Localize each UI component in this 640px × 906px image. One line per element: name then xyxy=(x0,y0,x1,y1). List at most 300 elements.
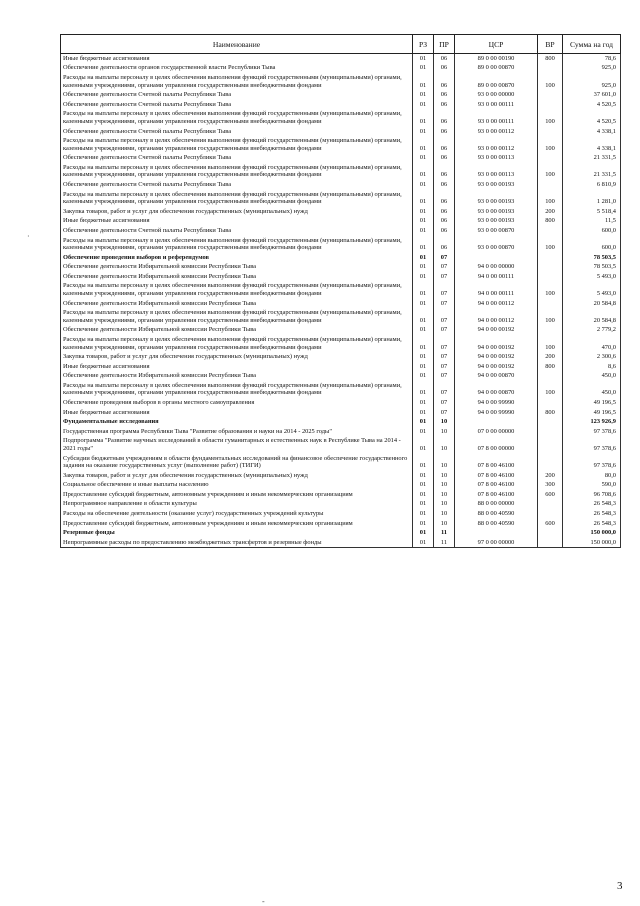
row-pr-cell: 07 xyxy=(434,408,455,418)
row-pr-cell: 07 xyxy=(434,282,455,299)
row-rz-cell: 01 xyxy=(413,163,434,180)
table-row xyxy=(61,381,621,398)
row-csr-cell: 94 0 00 00000 xyxy=(455,262,538,272)
row-name-cell: Обеспечение деятельности Счетной палаты Республики Тыва xyxy=(61,90,413,100)
row-pr-cell: 07 xyxy=(434,308,455,325)
row-sum-cell: 450,0 xyxy=(563,381,621,398)
table-row xyxy=(61,109,621,126)
row-csr-cell: 93 0 00 00870 xyxy=(455,236,538,253)
row-rz-cell: 01 xyxy=(413,299,434,309)
row-csr-cell: 94 0 00 00112 xyxy=(455,308,538,325)
row-pr-cell: 07 xyxy=(434,253,455,263)
budget-table xyxy=(60,34,621,548)
row-vr-cell: 100 xyxy=(538,282,563,299)
row-csr-cell: 97 0 00 00000 xyxy=(455,538,538,548)
row-vr-cell: 100 xyxy=(538,190,563,207)
row-sum-cell: 80,0 xyxy=(563,471,621,481)
table-row xyxy=(61,136,621,153)
row-sum-cell: 5 518,4 xyxy=(563,207,621,217)
row-vr-cell: 100 xyxy=(538,73,563,90)
row-vr-cell xyxy=(538,226,563,236)
row-vr-cell: 100 xyxy=(538,308,563,325)
row-pr-cell: 06 xyxy=(434,109,455,126)
row-rz-cell: 01 xyxy=(413,381,434,398)
row-vr-cell: 800 xyxy=(538,216,563,226)
row-rz-cell: 01 xyxy=(413,471,434,481)
row-csr-cell: 93 0 00 00193 xyxy=(455,180,538,190)
table-row xyxy=(61,282,621,299)
row-name-cell: Обеспечение деятельности Счетной палаты Республики Тыва xyxy=(61,180,413,190)
table-row xyxy=(61,216,621,226)
row-csr-cell: 94 0 00 99990 xyxy=(455,398,538,408)
row-pr-cell: 10 xyxy=(434,519,455,529)
row-vr-cell: 300 xyxy=(538,480,563,490)
table-row xyxy=(61,73,621,90)
row-rz-cell: 01 xyxy=(413,408,434,418)
row-pr-cell: 10 xyxy=(434,490,455,500)
scan-speck: · xyxy=(27,232,30,241)
row-vr-cell: 800 xyxy=(538,408,563,418)
row-csr-cell xyxy=(455,528,538,538)
table-row xyxy=(61,371,621,381)
row-rz-cell: 01 xyxy=(413,272,434,282)
scan-speck: - xyxy=(262,897,265,906)
row-pr-cell: 06 xyxy=(434,216,455,226)
row-name-cell: Обеспечение деятельности Счетной палаты Республики Тыва xyxy=(61,100,413,110)
page-number: 3 xyxy=(617,880,623,892)
table-row xyxy=(61,500,621,510)
row-vr-cell xyxy=(538,262,563,272)
row-name-cell: Расходы на выплаты персоналу в целях обеспечения выполнения функций государственными (муниципальными) органами, казенными учреждениями, органами управления государственными внебюджетными фондами xyxy=(61,282,413,299)
row-pr-cell: 10 xyxy=(434,417,455,427)
row-vr-cell xyxy=(538,253,563,263)
row-pr-cell: 07 xyxy=(434,371,455,381)
row-sum-cell: 5 493,0 xyxy=(563,282,621,299)
row-rz-cell: 01 xyxy=(413,362,434,372)
row-vr-cell: 100 xyxy=(538,381,563,398)
row-rz-cell: 01 xyxy=(413,427,434,437)
table-row xyxy=(61,335,621,352)
row-rz-cell: 01 xyxy=(413,480,434,490)
row-pr-cell: 06 xyxy=(434,190,455,207)
row-rz-cell: 01 xyxy=(413,371,434,381)
row-name-cell: Предоставление субсидий бюджетным, автономным учреждениям и иным некоммерческим организациям xyxy=(61,519,413,529)
table-row xyxy=(61,64,621,74)
row-name-cell: Расходы на выплаты персоналу в целях обеспечения выполнения функций государственными (муниципальными) органами, казенными учреждениями, органами управления государственными внебюджетными фондами xyxy=(61,190,413,207)
row-name-cell: Обеспечение деятельности Счетной палаты Республики Тыва xyxy=(61,153,413,163)
row-vr-cell: 100 xyxy=(538,109,563,126)
row-name-cell: Расходы на обеспечение деятельности (оказание услуг) государственных учреждений культуры xyxy=(61,509,413,519)
row-csr-cell xyxy=(455,253,538,263)
table-row xyxy=(61,308,621,325)
row-sum-cell: 4 520,5 xyxy=(563,109,621,126)
row-csr-cell: 93 0 00 00111 xyxy=(455,109,538,126)
row-pr-cell: 10 xyxy=(434,454,455,471)
row-rz-cell: 01 xyxy=(413,207,434,217)
table-row xyxy=(61,190,621,207)
row-pr-cell: 06 xyxy=(434,136,455,153)
table-row xyxy=(61,226,621,236)
row-vr-cell: 800 xyxy=(538,54,563,64)
row-name-cell: Расходы на выплаты персоналу в целях обеспечения выполнения функций государственными (муниципальными) органами, казенными учреждениями, органами управления государственными внебюджетными фондами xyxy=(61,236,413,253)
row-name-cell: Обеспечение деятельности Избирательной комиссии Республики Тыва xyxy=(61,371,413,381)
table-body xyxy=(61,54,621,548)
row-name-cell: Иные бюджетные ассигнования xyxy=(61,362,413,372)
row-sum-cell: 20 584,8 xyxy=(563,308,621,325)
row-pr-cell: 07 xyxy=(434,398,455,408)
row-pr-cell: 06 xyxy=(434,163,455,180)
row-rz-cell: 01 xyxy=(413,90,434,100)
row-csr-cell: 93 0 00 00193 xyxy=(455,207,538,217)
row-csr-cell: 07 8 00 46100 xyxy=(455,454,538,471)
row-vr-cell xyxy=(538,417,563,427)
row-sum-cell: 5 493,0 xyxy=(563,272,621,282)
row-pr-cell: 06 xyxy=(434,153,455,163)
row-name-cell: Обеспечение деятельности Избирательной комиссии Республики Тыва xyxy=(61,272,413,282)
row-rz-cell: 01 xyxy=(413,180,434,190)
row-sum-cell: 4 338,1 xyxy=(563,136,621,153)
row-pr-cell: 11 xyxy=(434,528,455,538)
row-pr-cell: 06 xyxy=(434,54,455,64)
row-pr-cell: 07 xyxy=(434,352,455,362)
row-csr-cell: 94 0 00 00192 xyxy=(455,362,538,372)
row-csr-cell: 94 0 00 00111 xyxy=(455,272,538,282)
row-sum-cell: 4 338,1 xyxy=(563,127,621,137)
col-header-csr: ЦСР xyxy=(455,35,538,54)
row-name-cell: Иные бюджетные ассигнования xyxy=(61,408,413,418)
row-pr-cell: 06 xyxy=(434,207,455,217)
row-sum-cell: 21 331,5 xyxy=(563,163,621,180)
table-row xyxy=(61,100,621,110)
row-sum-cell: 4 520,5 xyxy=(563,100,621,110)
row-csr-cell: 93 0 00 00870 xyxy=(455,226,538,236)
row-pr-cell: 07 xyxy=(434,262,455,272)
row-pr-cell: 10 xyxy=(434,436,455,453)
row-csr-cell: 94 0 00 00870 xyxy=(455,371,538,381)
row-rz-cell: 01 xyxy=(413,253,434,263)
row-rz-cell: 01 xyxy=(413,352,434,362)
row-sum-cell: 600,0 xyxy=(563,236,621,253)
table-row xyxy=(61,272,621,282)
row-pr-cell: 07 xyxy=(434,381,455,398)
table-row xyxy=(61,127,621,137)
row-vr-cell xyxy=(538,90,563,100)
row-pr-cell: 07 xyxy=(434,272,455,282)
table-row xyxy=(61,398,621,408)
row-name-cell: Фундаментальные исследования xyxy=(61,417,413,427)
row-csr-cell: 94 0 00 00192 xyxy=(455,335,538,352)
row-vr-cell: 600 xyxy=(538,519,563,529)
row-csr-cell: 88 0 00 40590 xyxy=(455,509,538,519)
row-name-cell: Обеспечение деятельности Избирательной комиссии Республики Тыва xyxy=(61,262,413,272)
row-name-cell: Субсидии бюджетным учреждениям в области фундаментальных исследований на финансовое обеспечение государственного задания на оказание государственных услуг (выполнение работ) (ТИГИ) xyxy=(61,454,413,471)
row-vr-cell xyxy=(538,180,563,190)
row-csr-cell: 94 0 00 00112 xyxy=(455,299,538,309)
row-rz-cell: 01 xyxy=(413,73,434,90)
table-row xyxy=(61,454,621,471)
row-rz-cell: 01 xyxy=(413,262,434,272)
col-header-pr: ПР xyxy=(434,35,455,54)
row-rz-cell: 01 xyxy=(413,54,434,64)
row-pr-cell: 06 xyxy=(434,73,455,90)
row-pr-cell: 07 xyxy=(434,362,455,372)
table-row xyxy=(61,538,621,548)
row-vr-cell: 100 xyxy=(538,163,563,180)
col-header-name: Наименование xyxy=(61,35,413,54)
row-sum-cell: 11,5 xyxy=(563,216,621,226)
row-csr-cell: 88 0 00 40590 xyxy=(455,519,538,529)
row-sum-cell: 450,0 xyxy=(563,371,621,381)
row-sum-cell: 925,0 xyxy=(563,64,621,74)
row-csr-cell: 07 8 00 46100 xyxy=(455,471,538,481)
row-csr-cell: 94 0 00 00192 xyxy=(455,352,538,362)
row-name-cell: Обеспечение деятельности Избирательной комиссии Республики Тыва xyxy=(61,325,413,335)
row-rz-cell: 01 xyxy=(413,236,434,253)
row-vr-cell xyxy=(538,64,563,74)
table-header-row xyxy=(61,35,621,54)
row-csr-cell: 89 0 00 00190 xyxy=(455,54,538,64)
row-csr-cell: 88 0 00 00000 xyxy=(455,500,538,510)
row-sum-cell: 78,6 xyxy=(563,54,621,64)
table-row xyxy=(61,352,621,362)
row-rz-cell: 01 xyxy=(413,282,434,299)
row-name-cell: Непрограммные расходы по предоставлению межбюджетных трансфертов и резервные фонды xyxy=(61,538,413,548)
row-sum-cell: 97 378,6 xyxy=(563,427,621,437)
row-sum-cell: 600,0 xyxy=(563,226,621,236)
row-sum-cell: 150 000,0 xyxy=(563,538,621,548)
row-rz-cell: 01 xyxy=(413,325,434,335)
row-name-cell: Непрограммное направление в области культуры xyxy=(61,500,413,510)
table-row xyxy=(61,480,621,490)
row-sum-cell: 26 548,3 xyxy=(563,500,621,510)
row-sum-cell: 8,6 xyxy=(563,362,621,372)
row-vr-cell xyxy=(538,153,563,163)
table-row xyxy=(61,236,621,253)
row-name-cell: Обеспечение проведения выборов и референдумов xyxy=(61,253,413,263)
table-row xyxy=(61,163,621,180)
row-sum-cell: 6 810,9 xyxy=(563,180,621,190)
row-rz-cell: 01 xyxy=(413,216,434,226)
row-rz-cell: 01 xyxy=(413,308,434,325)
row-rz-cell: 01 xyxy=(413,136,434,153)
row-name-cell: Обеспечение деятельности Счетной палаты Республики Тыва xyxy=(61,127,413,137)
row-name-cell: Закупка товаров, работ и услуг для обеспечения государственных (муниципальных) нужд xyxy=(61,207,413,217)
row-rz-cell: 01 xyxy=(413,153,434,163)
row-csr-cell: 89 0 00 00870 xyxy=(455,64,538,74)
row-name-cell: Резервные фонды xyxy=(61,528,413,538)
table-row xyxy=(61,299,621,309)
table-row xyxy=(61,427,621,437)
row-csr-cell: 93 0 00 00112 xyxy=(455,136,538,153)
table-row xyxy=(61,90,621,100)
row-csr-cell: 93 0 00 00113 xyxy=(455,163,538,180)
table-row xyxy=(61,509,621,519)
row-sum-cell: 925,0 xyxy=(563,73,621,90)
row-name-cell: Обеспечение деятельности Счетной палаты Республики Тыва xyxy=(61,226,413,236)
row-rz-cell: 01 xyxy=(413,127,434,137)
row-name-cell: Расходы на выплаты персоналу в целях обеспечения выполнения функций государственными (муниципальными) органами, казенными учреждениями, органами управления государственными внебюджетными фондами xyxy=(61,381,413,398)
row-csr-cell: 93 0 00 00000 xyxy=(455,90,538,100)
row-sum-cell: 49 196,5 xyxy=(563,398,621,408)
row-name-cell: Обеспечение деятельности органов государственной власти Республики Тыва xyxy=(61,64,413,74)
table-row xyxy=(61,528,621,538)
row-pr-cell: 10 xyxy=(434,471,455,481)
row-sum-cell: 97 378,6 xyxy=(563,454,621,471)
table-row xyxy=(61,180,621,190)
row-rz-cell: 01 xyxy=(413,100,434,110)
row-vr-cell: 200 xyxy=(538,207,563,217)
row-rz-cell: 01 xyxy=(413,528,434,538)
row-name-cell: Закупка товаров, работ и услуг для обеспечения государственных (муниципальных) нужд xyxy=(61,352,413,362)
row-sum-cell: 49 196,5 xyxy=(563,408,621,418)
table-row xyxy=(61,436,621,453)
row-name-cell: Иные бюджетные ассигнования xyxy=(61,54,413,64)
row-sum-cell: 2 779,2 xyxy=(563,325,621,335)
row-csr-cell: 94 0 00 00192 xyxy=(455,325,538,335)
row-vr-cell xyxy=(538,454,563,471)
row-sum-cell: 150 000,0 xyxy=(563,528,621,538)
row-rz-cell: 01 xyxy=(413,398,434,408)
table-row xyxy=(61,153,621,163)
row-pr-cell: 10 xyxy=(434,427,455,437)
row-name-cell: Подпрограмма "Развитие научных исследований в области гуманитарных и естественных наук в Республике Тыва на 2014 - 2021 годы" xyxy=(61,436,413,453)
row-sum-cell: 78 503,5 xyxy=(563,253,621,263)
row-pr-cell: 06 xyxy=(434,180,455,190)
row-pr-cell: 10 xyxy=(434,509,455,519)
row-name-cell: Социальное обеспечение и иные выплаты населению xyxy=(61,480,413,490)
row-vr-cell: 200 xyxy=(538,471,563,481)
row-rz-cell: 01 xyxy=(413,190,434,207)
row-rz-cell: 01 xyxy=(413,335,434,352)
row-pr-cell: 10 xyxy=(434,480,455,490)
row-name-cell: Иные бюджетные ассигнования xyxy=(61,216,413,226)
row-rz-cell: 01 xyxy=(413,226,434,236)
row-rz-cell: 01 xyxy=(413,436,434,453)
row-name-cell: Расходы на выплаты персоналу в целях обеспечения выполнения функций государственными (муниципальными) органами, казенными учреждениями, органами управления государственными внебюджетными фондами xyxy=(61,163,413,180)
row-sum-cell: 96 708,6 xyxy=(563,490,621,500)
row-vr-cell xyxy=(538,500,563,510)
row-vr-cell xyxy=(538,127,563,137)
row-csr-cell: 93 0 00 00111 xyxy=(455,100,538,110)
row-sum-cell: 2 300,6 xyxy=(563,352,621,362)
row-sum-cell: 20 584,8 xyxy=(563,299,621,309)
row-rz-cell: 01 xyxy=(413,500,434,510)
row-name-cell: Обеспечение деятельности Избирательной комиссии Республики Тыва xyxy=(61,299,413,309)
row-csr-cell xyxy=(455,417,538,427)
row-vr-cell xyxy=(538,371,563,381)
col-header-vr: ВР xyxy=(538,35,563,54)
row-csr-cell: 07 0 00 00000 xyxy=(455,427,538,437)
row-name-cell: Государственная программа Республики Тыва "Развитие образования и науки на 2014 - 2025 годы" xyxy=(61,427,413,437)
row-name-cell: Расходы на выплаты персоналу в целях обеспечения выполнения функций государственными (муниципальными) органами, казенными учреждениями, органами управления государственными внебюджетными фондами xyxy=(61,308,413,325)
row-name-cell: Расходы на выплаты персоналу в целях обеспечения выполнения функций государственными (муниципальными) органами, казенными учреждениями, органами управления государственными внебюджетными фондами xyxy=(61,73,413,90)
row-rz-cell: 01 xyxy=(413,490,434,500)
row-vr-cell: 100 xyxy=(538,236,563,253)
row-sum-cell: 21 331,5 xyxy=(563,153,621,163)
row-sum-cell: 26 548,3 xyxy=(563,509,621,519)
row-name-cell: Закупка товаров, работ и услуг для обеспечения государственных (муниципальных) нужд xyxy=(61,471,413,481)
col-header-rz: РЗ xyxy=(413,35,434,54)
table-row xyxy=(61,490,621,500)
row-name-cell: Расходы на выплаты персоналу в целях обеспечения выполнения функций государственными (муниципальными) органами, казенными учреждениями, органами управления государственными внебюджетными фондами xyxy=(61,335,413,352)
row-sum-cell: 78 503,5 xyxy=(563,262,621,272)
row-pr-cell: 06 xyxy=(434,236,455,253)
table-row xyxy=(61,253,621,263)
table-row xyxy=(61,519,621,529)
row-vr-cell: 100 xyxy=(538,136,563,153)
row-pr-cell: 10 xyxy=(434,500,455,510)
row-csr-cell: 07 8 00 46100 xyxy=(455,480,538,490)
row-vr-cell xyxy=(538,299,563,309)
row-csr-cell: 93 0 00 00112 xyxy=(455,127,538,137)
row-vr-cell: 100 xyxy=(538,335,563,352)
row-pr-cell: 06 xyxy=(434,127,455,137)
row-vr-cell xyxy=(538,398,563,408)
row-pr-cell: 06 xyxy=(434,90,455,100)
row-pr-cell: 11 xyxy=(434,538,455,548)
row-vr-cell: 200 xyxy=(538,352,563,362)
row-name-cell: Расходы на выплаты персоналу в целях обеспечения выполнения функций государственными (муниципальными) органами, казенными учреждениями, органами управления государственными внебюджетными фондами xyxy=(61,136,413,153)
row-sum-cell: 26 548,3 xyxy=(563,519,621,529)
row-vr-cell xyxy=(538,100,563,110)
row-vr-cell xyxy=(538,427,563,437)
row-pr-cell: 07 xyxy=(434,335,455,352)
row-vr-cell xyxy=(538,272,563,282)
row-sum-cell: 37 601,0 xyxy=(563,90,621,100)
row-vr-cell: 600 xyxy=(538,490,563,500)
row-rz-cell: 01 xyxy=(413,519,434,529)
row-pr-cell: 07 xyxy=(434,325,455,335)
row-vr-cell xyxy=(538,325,563,335)
row-csr-cell: 94 0 00 00870 xyxy=(455,381,538,398)
table-row xyxy=(61,471,621,481)
row-csr-cell: 93 0 00 00113 xyxy=(455,153,538,163)
row-csr-cell: 07 8 00 46100 xyxy=(455,490,538,500)
table-row xyxy=(61,362,621,372)
row-pr-cell: 06 xyxy=(434,226,455,236)
row-sum-cell: 470,0 xyxy=(563,335,621,352)
col-header-sum: Сумма на год xyxy=(563,35,621,54)
row-sum-cell: 590,0 xyxy=(563,480,621,490)
row-rz-cell: 01 xyxy=(413,109,434,126)
table-row xyxy=(61,54,621,64)
table-row xyxy=(61,207,621,217)
row-name-cell: Расходы на выплаты персоналу в целях обеспечения выполнения функций государственными (муниципальными) органами, казенными учреждениями, органами управления государственными внебюджетными фондами xyxy=(61,109,413,126)
row-csr-cell: 89 0 00 00870 xyxy=(455,73,538,90)
row-csr-cell: 94 0 00 00111 xyxy=(455,282,538,299)
row-sum-cell: 97 378,6 xyxy=(563,436,621,453)
table-row xyxy=(61,417,621,427)
row-vr-cell: 800 xyxy=(538,362,563,372)
row-rz-cell: 01 xyxy=(413,538,434,548)
row-csr-cell: 07 8 00 00000 xyxy=(455,436,538,453)
table-row xyxy=(61,325,621,335)
row-vr-cell xyxy=(538,509,563,519)
row-sum-cell: 123 926,9 xyxy=(563,417,621,427)
row-rz-cell: 01 xyxy=(413,417,434,427)
row-pr-cell: 07 xyxy=(434,299,455,309)
row-vr-cell xyxy=(538,436,563,453)
row-csr-cell: 93 0 00 00193 xyxy=(455,190,538,207)
row-rz-cell: 01 xyxy=(413,64,434,74)
row-csr-cell: 93 0 00 00193 xyxy=(455,216,538,226)
table-row xyxy=(61,262,621,272)
row-name-cell: Обеспечение проведения выборов в органы местного самоуправления xyxy=(61,398,413,408)
row-vr-cell xyxy=(538,528,563,538)
row-rz-cell: 01 xyxy=(413,509,434,519)
row-csr-cell: 94 0 00 99990 xyxy=(455,408,538,418)
row-pr-cell: 06 xyxy=(434,100,455,110)
